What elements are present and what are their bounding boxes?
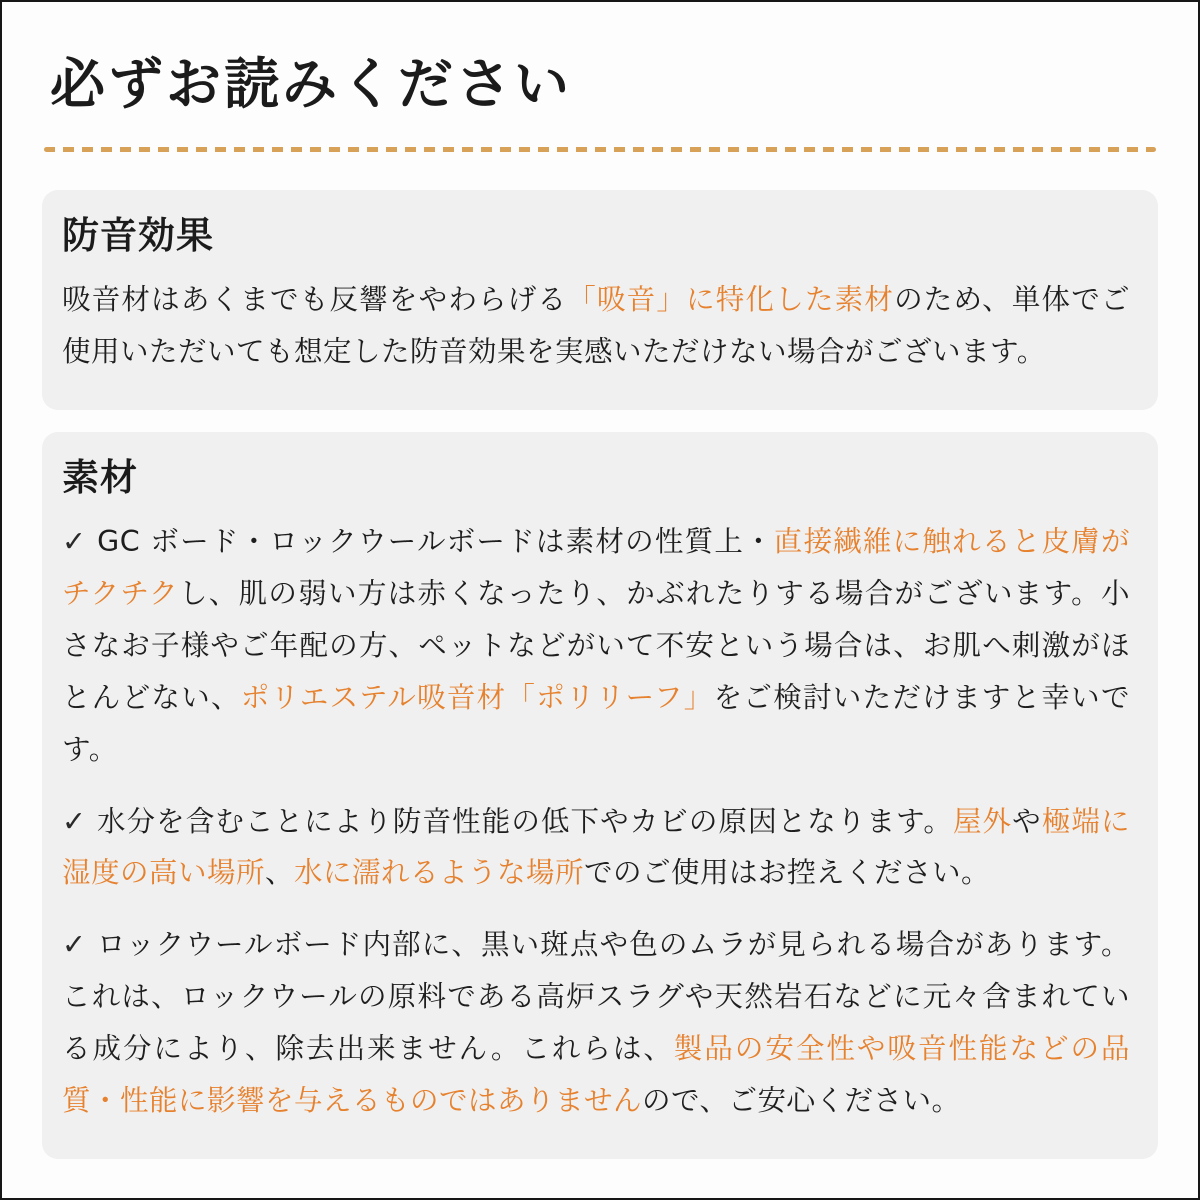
body-text: や xyxy=(1012,804,1042,838)
body-text: でのご使用はお控えください。 xyxy=(584,856,991,890)
body-text: 水分を含むことにより防音性能の低下やカビの原因となります。 xyxy=(96,804,953,838)
check-icon: ✓ xyxy=(62,928,88,962)
body-text: 吸音材はあくまでも反響をやわらげる xyxy=(62,283,568,317)
highlight-text: 屋外 xyxy=(952,804,1013,838)
body-text: ので、ご安心ください。 xyxy=(642,1083,961,1117)
material-card xyxy=(42,432,1158,1159)
body-text: 、 xyxy=(265,856,295,890)
check-icon: ✓ xyxy=(62,804,87,838)
check-icon: ✓ xyxy=(62,525,88,559)
highlight-text: 極端に湿度の高い場所 xyxy=(62,804,1130,890)
paragraph xyxy=(62,919,1130,1126)
body-text: のため、単体でご使用いただいても想定した防音効果を実感いただけない場合がございます。 xyxy=(62,283,1130,368)
highlight-text: ポリエステル吸音材「ポリリーフ」 xyxy=(240,680,714,714)
highlight-text: 「吸音」に特化した素材 xyxy=(567,283,895,317)
card-heading-soundproof-effect: 防音効果 xyxy=(62,213,214,257)
body-text: GC ボード・ロックウールボードは素材の性質上・ xyxy=(97,525,774,559)
highlight-text: 水に濡れるような場所 xyxy=(294,856,585,890)
body-text: ロックウールボード内部に、黒い斑点や色のムラが見られる場合があります。これは、ロックウールの原料である高炉スラグや天然岩石などに元々含まれている成分により、除去出来ません。これらは、 xyxy=(62,928,1130,1065)
body-text: をご検討いただけますと幸いです。 xyxy=(62,680,1130,766)
card-heading-material: 素材 xyxy=(62,455,138,499)
dashed-divider xyxy=(44,147,1156,152)
page-title: 必ずお読みください xyxy=(50,52,573,116)
paragraph xyxy=(62,274,1130,378)
body-text: し、肌の弱い方は赤くなったり、かぶれたりする場合がございます。小さなお子様やご年配の方、ペットなどがいて不安という場合は、お肌へ刺激がほとんどない、 xyxy=(62,577,1130,714)
highlight-text: 直接繊維に触れると皮膚がチクチク xyxy=(62,525,1130,611)
paragraph xyxy=(62,796,1130,900)
soundproof-effect-card xyxy=(42,190,1158,410)
highlight-text: 製品の安全性や吸音性能などの品質・性能に影響を与えるものではありません xyxy=(62,1031,1130,1117)
paragraph xyxy=(62,516,1130,775)
